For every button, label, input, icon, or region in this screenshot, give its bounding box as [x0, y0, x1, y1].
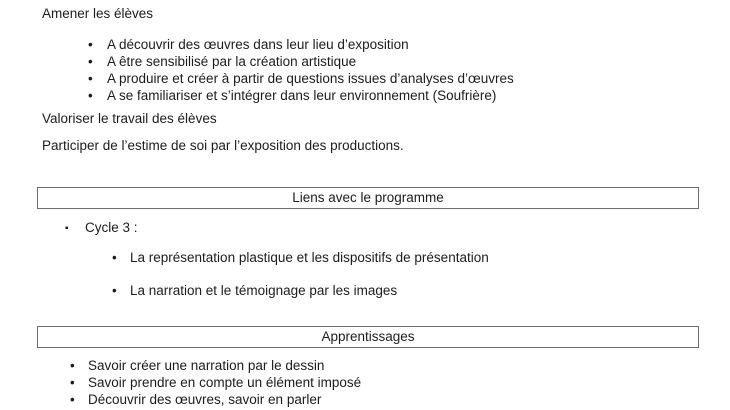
paragraph-valoriser: Valoriser le travail des élèves	[42, 111, 217, 126]
bullet-icon: •	[88, 37, 93, 52]
list-item	[0, 357, 730, 374]
list-item-text: La représentation plastique et les dispositifs de présentation	[130, 250, 489, 265]
list-item	[0, 249, 730, 266]
programme-sublist	[0, 249, 730, 299]
list-item-text: A se familiariser et s’intégrer dans leur environnement (Soufrière)	[107, 88, 497, 103]
bullet-icon: •	[70, 392, 75, 407]
list-item-text: Cycle 3 :	[85, 220, 138, 235]
bullet-icon: •	[88, 88, 93, 103]
list-item	[0, 36, 730, 53]
learnings-list	[0, 357, 730, 408]
list-item-text: Savoir créer une narration par le dessin	[88, 358, 325, 373]
bullet-icon: •	[88, 71, 93, 86]
list-item-text: A être sensibilisé par la création artistique	[107, 54, 357, 69]
list-item	[0, 391, 730, 408]
bullet-icon: •	[88, 54, 93, 69]
list-item	[0, 53, 730, 70]
bullet-icon: •	[70, 375, 75, 390]
list-item	[0, 220, 730, 236]
list-item	[0, 87, 730, 104]
intro-heading: Amener les élèves	[42, 6, 154, 21]
bullet-icon: •	[112, 283, 117, 298]
list-item	[0, 374, 730, 391]
square-bullet-icon: ▪	[65, 223, 69, 234]
list-item-text: Découvrir des œuvres, savoir en parler	[88, 392, 322, 407]
list-item-text: A produire et créer à partir de questions issues d’analyses d’œuvres	[107, 71, 514, 86]
list-item-text: La narration et le témoignage par les images	[130, 283, 398, 298]
list-item-text: Savoir prendre en compte un élément imposé	[88, 375, 362, 390]
bullet-icon: •	[112, 250, 117, 265]
section-header-apprentissages: Apprentissages	[37, 326, 699, 348]
bullet-icon: •	[70, 358, 75, 373]
objectives-list	[0, 36, 730, 104]
paragraph-participer: Participer de l’estime de soi par l’exposition des productions.	[42, 138, 404, 153]
section-header-liens: Liens avec le programme	[37, 187, 699, 209]
list-item	[0, 70, 730, 87]
list-item-text: A découvrir des œuvres dans leur lieu d’exposition	[107, 37, 409, 52]
cycle-list	[0, 220, 730, 236]
list-item	[0, 282, 730, 299]
